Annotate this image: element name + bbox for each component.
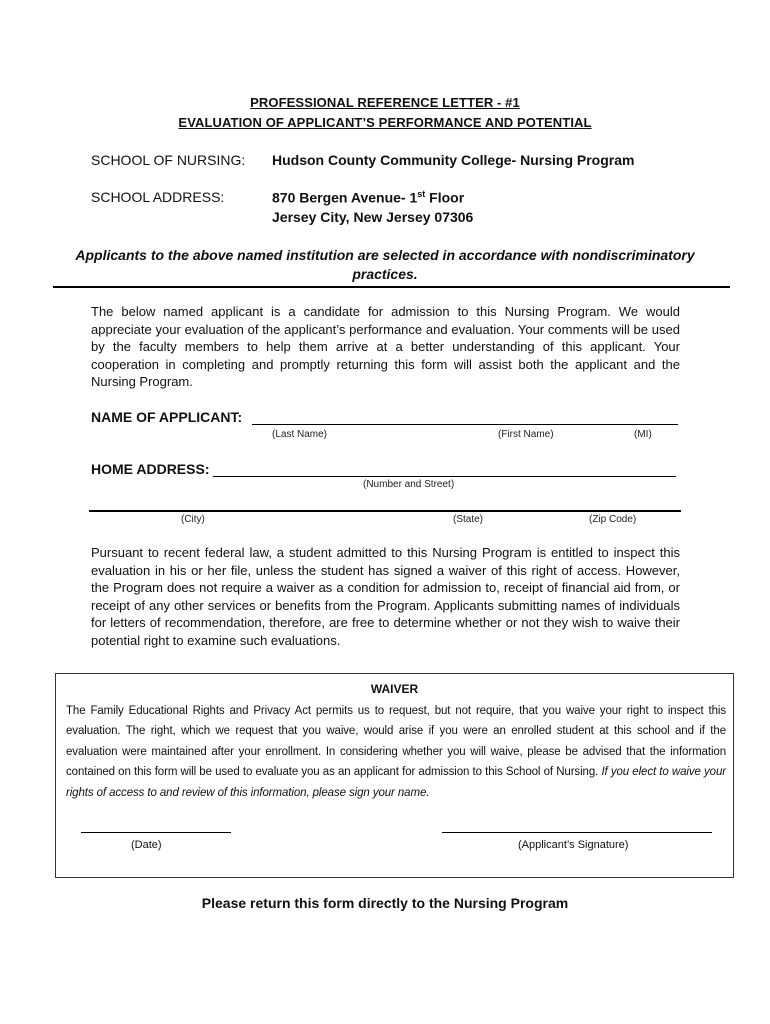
school-name-value: Hudson County Community College- Nursing Program bbox=[272, 152, 635, 168]
home-address-label: HOME ADDRESS: bbox=[91, 461, 210, 477]
applicant-name-input-line[interactable] bbox=[252, 424, 678, 425]
return-instruction: Please return this form directly to the Nursing Program bbox=[201, 895, 569, 911]
waiver-title: WAIVER bbox=[370, 682, 419, 696]
signature-hint: (Applicant’s Signature) bbox=[518, 839, 629, 851]
signature-input-line[interactable] bbox=[442, 832, 712, 833]
federal-law-paragraph: Pursuant to recent federal law, a student admitted to this Nursing Program is entitled to inspect this evaluation in his or her file, unless the student has signed a waiver of this right of access. However, the Program does not require a waiver as a condition for admission to, receipt of financial aid from, or receipt of any other services or benefits from the Program. Applicants submitting names of individuals for letters of recommendation, therefore, are free to determine whether or not they wish to waive their potential right to examine such evaluations. bbox=[91, 545, 680, 648]
zip-hint: (Zip Code) bbox=[589, 514, 637, 525]
waiver-box bbox=[55, 673, 734, 878]
school-address-line1 bbox=[272, 189, 464, 206]
waiver-body: The Family Educational Rights and Privacy Act permits us to request, but not require, that you waive your right to inspect this evaluation. The right, which we request that you waive, would arise if you were an enrolled student at this school and if the evaluation were maintained after your enrollment. In considering whether you will waive, please be advised that the information contained on this form will be used to evaluate you as an applicant for admission to this School of Nursing. bbox=[66, 705, 726, 779]
city-state-zip-input-line[interactable] bbox=[89, 510, 681, 512]
street-hint: (Number and Street) bbox=[363, 479, 455, 490]
address-line1-suffix: Floor bbox=[425, 189, 465, 206]
nondiscrimination-notice: Applicants to the above named institution are selected in accordance with nondiscriminatory practices. bbox=[75, 247, 695, 282]
intro-paragraph: The below named applicant is a candidate for admission to this Nursing Program. We would appreciate your evaluation of the applicant’s performance and evaluation. Your comments will be used by the faculty members to help them arrive at a better understanding of this applicant. Your cooperation in completing and promptly returning this form will assist both the applicant and the Nursing Program. bbox=[91, 304, 680, 390]
form-title: PROFESSIONAL REFERENCE LETTER - #1 bbox=[250, 95, 520, 110]
form-subtitle: EVALUATION OF APPLICANT’S PERFORMANCE AND POTENTIAL bbox=[178, 115, 592, 130]
date-input-line[interactable] bbox=[81, 832, 231, 833]
waiver-instruction: If you elect to waive your rights of access to and review of this information, please sign your name. bbox=[66, 766, 726, 799]
applicant-name-label: NAME OF APPLICANT: bbox=[91, 409, 243, 425]
section-divider bbox=[53, 286, 730, 288]
state-hint: (State) bbox=[453, 514, 484, 525]
school-address-line2: Jersey City, New Jersey 07306 bbox=[272, 209, 474, 225]
last-name-hint: (Last Name) bbox=[272, 429, 328, 440]
date-hint: (Date) bbox=[131, 839, 162, 851]
first-name-hint: (First Name) bbox=[498, 429, 554, 440]
street-input-line[interactable] bbox=[213, 476, 676, 477]
waiver-text bbox=[66, 701, 726, 803]
school-address-label: SCHOOL ADDRESS: bbox=[91, 189, 225, 205]
address-line1-superscript: st bbox=[417, 189, 426, 199]
school-name-label: SCHOOL OF NURSING: bbox=[91, 152, 246, 168]
address-line1-text: 870 Bergen Avenue- 1 bbox=[272, 189, 418, 206]
middle-initial-hint: (MI) bbox=[634, 429, 652, 440]
city-hint: (City) bbox=[181, 514, 205, 525]
